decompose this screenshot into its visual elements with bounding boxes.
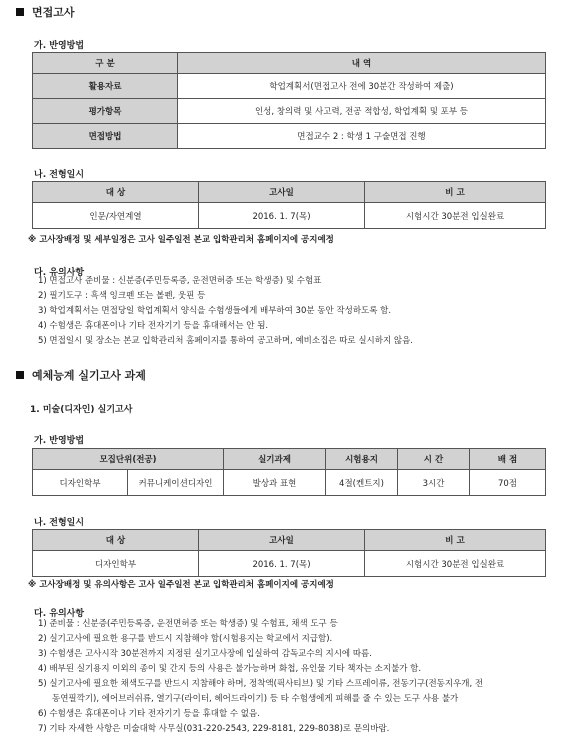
table-cell: 면접교수 2 : 학생 1 구술면접 진행 — [178, 124, 546, 149]
precautions-list — [38, 274, 413, 349]
table-header: 고사일 — [199, 530, 365, 551]
precautions-list — [38, 617, 483, 737]
table-cell: 디자인학부 — [33, 551, 199, 577]
table-cell: 시험시간 30분전 입실완료 — [365, 203, 546, 229]
table-header: 대 상 — [33, 182, 199, 203]
table-header: 실기과제 — [224, 449, 326, 470]
table-cell: 디자인학부 — [33, 470, 128, 496]
list-item: 5) 면접일시 및 장소는 본교 입학관리처 홈페이지를 통하여 공고하며, 예비소집은 따로 실시하지 않음. — [38, 336, 413, 346]
table-cell: 발상과 표현 — [224, 470, 326, 496]
row-label: 평가항목 — [33, 99, 178, 124]
subheading-schedule: 나. 전형일시 — [34, 170, 85, 180]
table-cell: 커뮤니케이션디자인 — [128, 470, 224, 496]
square-bullet-icon — [16, 8, 24, 16]
subheading-art-design: 1. 미술(디자인) 실기고사 — [30, 405, 133, 415]
table-cell: 학업계획서(면접고사 전에 30분간 작성하여 제출) — [178, 74, 546, 99]
notice-text: ※ 고사장배정 및 유의사항은 고사 일주일전 본교 입학관리처 홈페이지에 공지예정 — [28, 580, 334, 590]
table-cell: 인성, 창의력 및 사고력, 전공 적합성, 학업계획 및 포부 등 — [178, 99, 546, 124]
list-item: 1) 준비물 : 신분증(주민등록증, 운전면허증 또는 학생증) 및 수험표, 채색 도구 등 — [38, 619, 338, 629]
list-item-continued: 동연필깍기), 에어브러쉬류, 열기구(라이터, 헤어드라이기) 등 타 수험생에게 피해를 줄 수 있는 도구 사용 불가 — [52, 694, 459, 704]
table-cell: 3시간 — [398, 470, 470, 496]
table-header: 비 고 — [365, 182, 546, 203]
table-cell: 인문/자연계열 — [33, 203, 199, 229]
square-bullet-icon — [16, 371, 24, 379]
table-header: 시 간 — [398, 449, 470, 470]
notice-text: ※ 고사장배정 및 세부일정은 고사 일주일전 본교 입학관리처 홈페이지에 공지예정 — [28, 235, 334, 245]
section-heading-arts-practical: 예체능계 실기고사 과제 — [16, 367, 146, 383]
practical-exam-table — [32, 448, 546, 496]
list-item: 3) 학업계획서는 면접당일 학업계획서 양식을 수험생들에게 배부하여 30분 동안 작성하도록 함. — [38, 306, 392, 316]
interview-method-table — [32, 52, 546, 149]
list-item: 6) 수험생은 휴대폰이나 기타 전자기기 등을 휴대할 수 없음. — [38, 709, 260, 719]
table-cell: 2016. 1. 7(목) — [199, 551, 365, 577]
table-header: 고사일 — [199, 182, 365, 203]
table-cell: 2016. 1. 7(목) — [199, 203, 365, 229]
table-cell: 4절(켄트지) — [326, 470, 398, 496]
interview-schedule-table — [32, 181, 546, 229]
section-heading-interview: 면접고사 — [16, 4, 75, 20]
table-cell: 시험시간 30분전 입실완료 — [365, 551, 546, 577]
table-header: 시험용지 — [326, 449, 398, 470]
list-item: 3) 수험생은 고사시작 30분전까지 지정된 실기고사장에 입실하여 감독교수의 지시에 따름. — [38, 649, 372, 659]
table-cell: 70점 — [470, 470, 546, 496]
table-header: 모집단위(전공) — [33, 449, 224, 470]
row-label: 면접방법 — [33, 124, 178, 149]
table-header: 내 역 — [178, 53, 546, 74]
table-header: 비 고 — [365, 530, 546, 551]
subheading-precautions: 다. 유의사항 — [34, 268, 85, 278]
list-item: 2) 필기도구 : 흑색 잉크펜 또는 볼펜, 웃핀 등 — [38, 291, 206, 301]
table-header: 구 분 — [33, 53, 178, 74]
table-header: 대 상 — [33, 530, 199, 551]
list-item: 5) 실기고사에 필요한 채색도구를 반드시 지참해야 하며, 정착액(픽사티브) 및 기타 스프레이류, 전동기구(전동지우개, 전 — [38, 679, 484, 689]
list-item: 4) 배부된 실기용지 이외의 종이 및 간지 등의 사용은 불가능하며 화첩, 유인물 기타 책자는 소지불가 함. — [38, 664, 422, 674]
list-item: 4) 수험생은 휴대폰이나 기타 전자기기 등을 휴대해서는 안 됨. — [38, 321, 269, 331]
subheading-reflection-method: 가. 반영방법 — [34, 436, 85, 446]
subheading-reflection-method: 가. 반영방법 — [34, 41, 85, 51]
row-label: 활용자료 — [33, 74, 178, 99]
practical-schedule-table — [32, 529, 546, 577]
list-item: 7) 기타 자세한 사항은 미술대학 사무실(031-220-2543, 229-8181, 229-8038)로 문의바람. — [38, 724, 390, 734]
list-item: 1) 면접고사 준비물 : 신분증(주민등록증, 운전면허증 또는 학생증) 및 수험표 — [38, 276, 322, 286]
list-item: 2) 실기고사에 필요한 용구를 반드시 지참해야 함(시험용지는 학교에서 지급함). — [38, 634, 333, 644]
subheading-schedule: 나. 전형일시 — [34, 518, 85, 528]
table-header: 배 점 — [470, 449, 546, 470]
subheading-precautions: 다. 유의사항 — [34, 609, 85, 619]
